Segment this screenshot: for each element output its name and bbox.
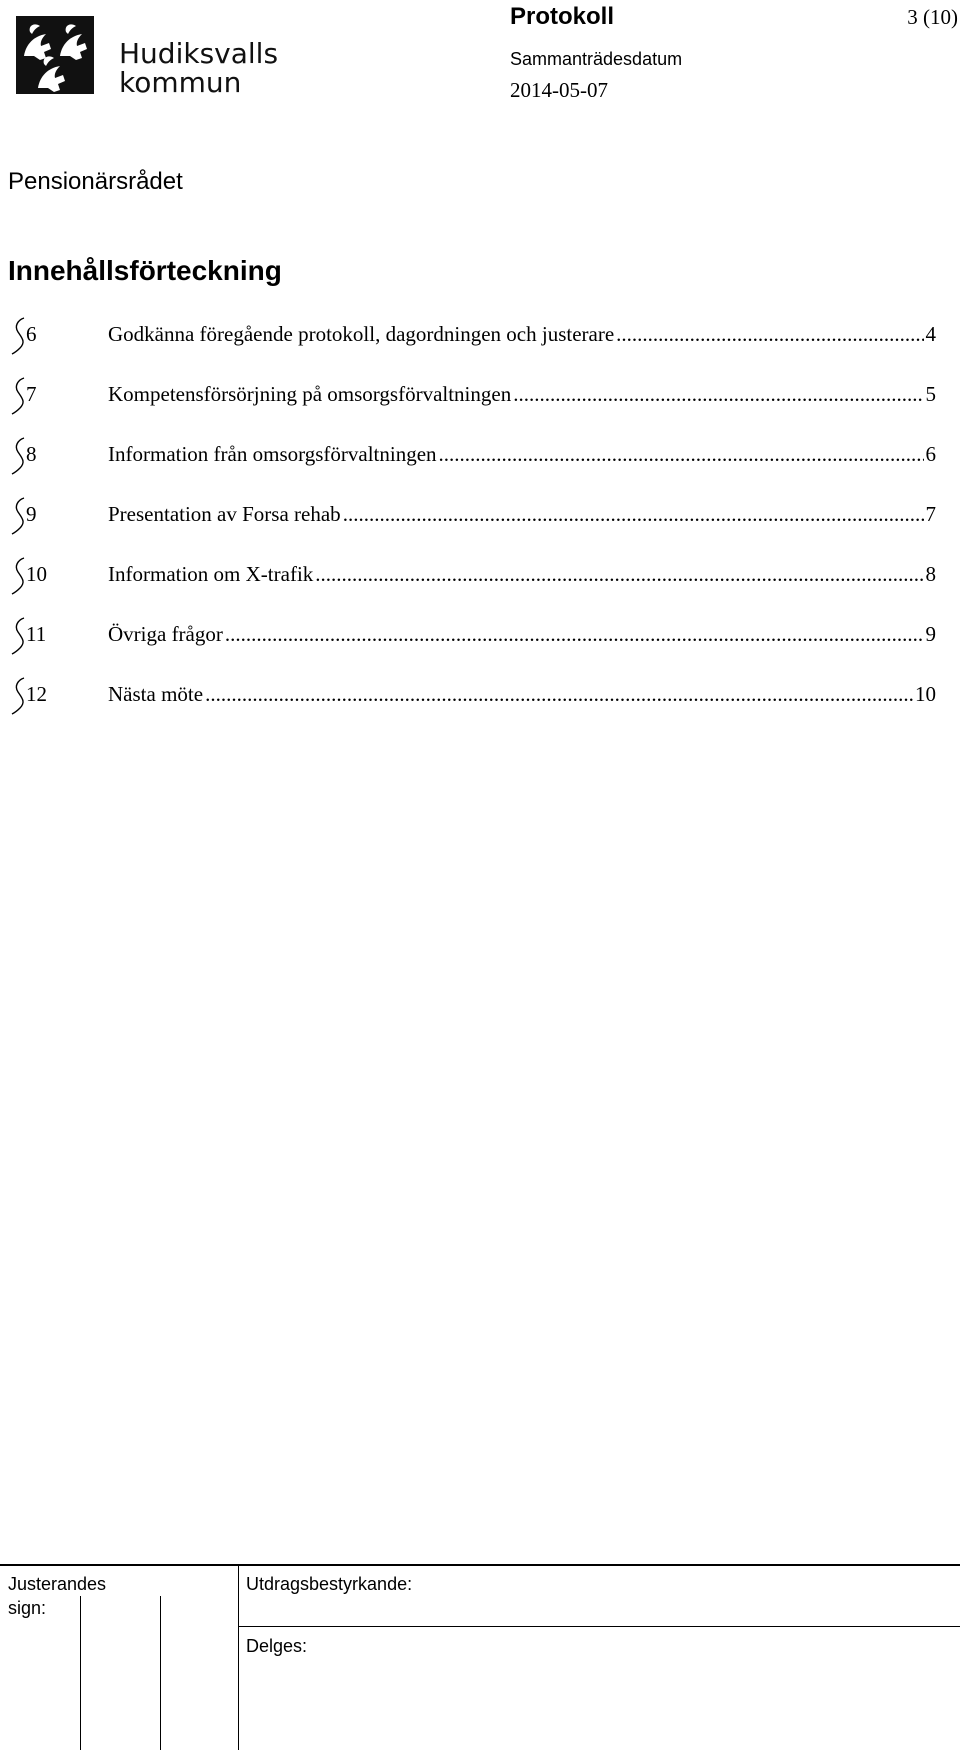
- toc-heading: Innehållsförteckning: [8, 255, 282, 286]
- utdragsbestyrkande-label: Utdragsbestyrkande:: [246, 1574, 413, 1594]
- toc-item-line: [108, 554, 936, 594]
- meeting-date: 2014-05-07: [510, 78, 608, 102]
- toc-item-title: Nästa möte: [108, 682, 204, 706]
- signature-footer: [0, 1564, 960, 1750]
- toc-item-title: Övriga frågor: [108, 622, 223, 646]
- footer-column-divider: [238, 1564, 239, 1750]
- toc-item-line: [108, 434, 936, 474]
- toc-item-page: 8: [925, 562, 936, 586]
- toc-item-page: 7: [925, 502, 936, 526]
- toc-item-page: 6: [925, 442, 936, 466]
- toc-item-leader-dots: [315, 554, 923, 594]
- toc-item-title: Information från omsorgsförvaltningen: [108, 442, 437, 466]
- toc-item-leader-dots: [343, 494, 924, 534]
- municipality-name-line1: Hudiksvalls: [119, 37, 279, 70]
- toc-item-line: [108, 314, 936, 354]
- municipality-name-line2: kommun: [119, 66, 242, 99]
- meeting-date-label: Sammanträdesdatum: [510, 49, 683, 69]
- toc-item-number: 6: [26, 322, 37, 346]
- toc-item[interactable]: [8, 494, 936, 534]
- toc-item-page: 5: [925, 382, 936, 406]
- toc-item-page: 4: [925, 322, 936, 346]
- toc-item-title: Presentation av Forsa rehab: [108, 502, 341, 526]
- toc-item[interactable]: [8, 674, 936, 714]
- toc-item[interactable]: [8, 374, 936, 414]
- toc-item-title: Information om X-trafik: [108, 562, 314, 586]
- toc-item-number: 12: [26, 682, 47, 706]
- toc-item-line: [108, 374, 936, 414]
- toc-item-number: 11: [26, 622, 47, 646]
- toc-item-number: 7: [26, 382, 37, 406]
- justerande-sign-label: Justerandes sign:: [8, 1574, 107, 1618]
- toc-item-title: Kompetensförsörjning på omsorgsförvaltningen: [108, 382, 512, 406]
- toc-item-title: Godkänna föregående protokoll, dagordningen och justerare: [108, 322, 615, 346]
- toc-item-page: 9: [925, 622, 936, 646]
- toc-item-page: 10: [915, 682, 936, 706]
- municipality-wordmark: [119, 39, 278, 97]
- toc-item[interactable]: [8, 314, 936, 354]
- toc-item[interactable]: [8, 554, 936, 594]
- sign-box-divider-2: [160, 1596, 161, 1750]
- document-type: Protokoll: [510, 3, 615, 30]
- delges-label: Delges:: [246, 1636, 308, 1656]
- toc-item-line: [108, 674, 936, 714]
- municipality-logo: [16, 16, 279, 99]
- footer-row-divider: [238, 1626, 960, 1627]
- toc-item[interactable]: [8, 434, 936, 474]
- toc-item[interactable]: [8, 614, 936, 654]
- toc-item-leader-dots: [616, 314, 923, 354]
- toc-item-number: 10: [26, 562, 47, 586]
- toc-item-line: [108, 614, 936, 654]
- toc-item-number: 9: [26, 502, 37, 526]
- toc-item-number: 8: [26, 442, 37, 466]
- toc-item-leader-dots: [205, 674, 913, 714]
- coat-of-arms-icon: [16, 16, 98, 96]
- page-indicator: 3 (10): [907, 5, 958, 29]
- toc-item-line: [108, 494, 936, 534]
- toc-item-leader-dots: [513, 374, 923, 414]
- toc-item-leader-dots: [439, 434, 924, 474]
- footer-top-rule: [0, 1564, 960, 1566]
- toc-item-leader-dots: [225, 614, 924, 654]
- board-name: Pensionärsrådet: [8, 168, 183, 195]
